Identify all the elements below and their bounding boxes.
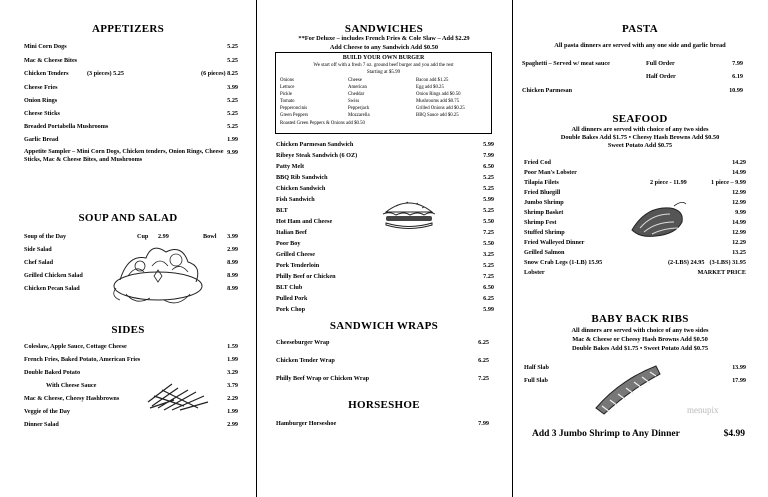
menu-item-name: Italian Beef [276, 229, 307, 236]
menu-item-name: Mini Corn Dogs [24, 43, 67, 50]
promo-text: Add 3 Jumbo Shrimp to Any Dinner [532, 429, 680, 439]
menu-item-name: Jumbo Shrimp [524, 199, 564, 206]
add-on: Onion Rings add $0.50 [416, 92, 461, 97]
menu-item-price: 9.99 [735, 209, 746, 216]
menu-item-name: Fish Sandwich [276, 196, 315, 203]
menu-item-name: Soup of the Day [24, 233, 67, 240]
menu-item-name: With Cheese Sauce [46, 382, 97, 389]
menu-item-price: 2.99 [158, 233, 169, 240]
topping: Pickle [280, 92, 292, 97]
menu-item-name: Coleslaw, Apple Sauce, Cottage Cheese [24, 343, 127, 350]
sandwiches-deluxe-note: **For Deluxe – includes French Fries & Cole Slaw – Add $2.29 [298, 35, 470, 42]
menu-item-price: 3.25 [483, 251, 494, 258]
menu-item-price: 5.25 [483, 174, 494, 181]
menu-item-price: 6.25 [478, 339, 489, 346]
menu-item-name: Shrimp Fest [524, 219, 557, 226]
add-on: Egg add $0.25 [416, 85, 444, 90]
menu-item-name: Breaded Portabella Mushrooms [24, 123, 109, 130]
menu-item-price: 1.59 [227, 343, 238, 350]
menu-item-price: 6.19 [732, 73, 743, 80]
menu-item-price: 5.50 [483, 240, 494, 247]
menu-item-price: 5.25 [483, 262, 494, 269]
menu-item-name: Chef Salad [24, 259, 54, 266]
ribs-note: Mac & Cheese or Cheesy Hash Browns Add $0.50 [572, 336, 708, 343]
menu-item-price: 5.99 [483, 141, 494, 148]
menu-item-price: 12.99 [732, 229, 746, 236]
menu-item-name: Philly Beef Wrap or Chicken Wrap [276, 375, 370, 382]
add-on: Bacon add $1.25 [416, 78, 449, 83]
menu-item-price: 8.99 [227, 272, 238, 279]
topping: Pepperoncinis [280, 106, 308, 111]
topping: Green Peppers [280, 113, 309, 118]
sandwiches-cheese-note: Add Cheese to any Sandwich Add $0.50 [329, 44, 439, 51]
wraps-title: SANDWICH WRAPS [329, 320, 439, 332]
menu-item-name: Side Salad [24, 246, 52, 253]
menu-item-name: Half Slab [524, 364, 549, 371]
menu-item-price: 2.99 [227, 421, 238, 428]
menu-item-name: French Fries, Baked Potato, American Fries [24, 356, 141, 363]
menu-item-price: 7.99 [478, 420, 489, 427]
menu-item-price: 8.99 [227, 259, 238, 266]
menu-item-price: 5.25 [227, 110, 238, 117]
menu-item-price: 12.99 [732, 199, 746, 206]
menu-item-price: 7.25 [483, 229, 494, 236]
add-on: Roasted Green Peppers & Onions add $0.50 [280, 121, 365, 126]
menu-item-name: Dinner Salad [24, 421, 59, 428]
pasta-title: PASTA [622, 23, 658, 35]
menu-item-price: 7.25 [483, 273, 494, 280]
menu-item-price: 9.99 [227, 149, 238, 156]
menu-item-name: Chicken Parmesan [522, 87, 573, 94]
build-burger-start-price: Starting at $5.99 [366, 70, 401, 75]
menu-item-name: Philly Beef or Chicken [276, 273, 336, 280]
menu-item-name: Grilled Chicken Salad [24, 272, 83, 279]
menu-item-price: 14.99 [732, 169, 746, 176]
menu-item-price: 5.25 [227, 123, 238, 130]
menu-item-price: 5.99 [483, 306, 494, 313]
build-burger-title: BUILD YOUR OWN BURGER [342, 55, 425, 61]
menu-item-price: 17.99 [732, 377, 746, 384]
menu-item-price: 10.99 [729, 87, 743, 94]
pasta-note: All pasta dinners are served with any one side and garlic bread [554, 42, 726, 49]
menu-item-name: Full Slab [524, 377, 548, 384]
menu-item-name: Cheese Sticks [24, 110, 60, 117]
menu-item-price: 5.50 [483, 218, 494, 225]
cheese-option: Swiss [348, 99, 360, 104]
menu-item-price: MARKET PRICE [697, 269, 746, 276]
seafood-note: All dinners are served with choice of any two sides [571, 126, 709, 133]
menu-item-option: (2-LBS) 24.95 [668, 259, 705, 266]
menu-item-price: 6.50 [483, 163, 494, 170]
menu-item-price: 12.29 [732, 239, 746, 246]
menu-item-option: Full Order [646, 60, 675, 67]
menu-item-price: 1.99 [227, 136, 238, 143]
menu-item-price: 2.29 [227, 395, 238, 402]
menu-item-name: BBQ Rib Sandwich [276, 174, 328, 181]
menu-item-price: 1.99 [227, 408, 238, 415]
menu-item-price: 8.99 [227, 285, 238, 292]
menu-item-price: 7.99 [732, 60, 743, 67]
menu-item-name: Ribeye Steak Sandwich (6 OZ) [276, 152, 358, 159]
menu-item-price: 3.29 [227, 369, 238, 376]
seafood-note: Sweet Potato Add $0.75 [607, 142, 673, 149]
menu-item-price: 5.25 [483, 185, 494, 192]
menu-item-option: (3-LBS) 31.95 [709, 259, 746, 266]
menu-item-price: 7.99 [483, 152, 494, 159]
column-middle [256, 0, 512, 497]
promo-price: $4.99 [723, 429, 745, 439]
menu-item-price: 5.25 [227, 97, 238, 104]
salad-illustration [106, 236, 210, 312]
menu-item-name: Cheeseburger Wrap [276, 339, 330, 346]
menu-item-option: 1 piece – 9.99 [710, 179, 746, 186]
sides-title: SIDES [111, 324, 145, 336]
menu-item-name: BLT Club [276, 284, 303, 291]
menu-item-option: (6 pieces) 8.25 [201, 70, 238, 77]
menu-item-name: Chicken Tender Wrap [276, 357, 335, 364]
menu-item-price: 14.99 [732, 219, 746, 226]
column-divider [512, 0, 513, 497]
menu-item-price: 5.99 [483, 196, 494, 203]
menu-item-price: 6.25 [478, 357, 489, 364]
menu-item-name: Hot Ham and Cheese [276, 218, 333, 225]
menu-item-price: 5.25 [227, 43, 238, 50]
menu-item-name: Tilapia Filets [524, 179, 559, 186]
cheese-option: Cheese [348, 78, 362, 83]
add-on: Mushrooms add $0.75 [416, 99, 460, 104]
menu-item-name: Chicken Tenders [24, 70, 69, 77]
seafood-note: Double Bakes Add $1.75 • Cheesy Hash Browns Add $0.50 [560, 134, 720, 141]
burger-illustration [380, 196, 438, 232]
menu-item-name: Garlic Bread [24, 136, 59, 143]
menu-item-name: Grilled Cheese [276, 251, 316, 258]
cheese-option: Mozzarella [348, 113, 370, 118]
ribs-illustration [590, 360, 664, 416]
menu-item-price: 13.99 [732, 364, 746, 371]
menu-item-price: 3.99 [227, 84, 238, 91]
topping: Onions [280, 78, 294, 83]
menu-item-name: Poor Man's Lobster [524, 169, 577, 176]
menu-item-price: 12.99 [732, 189, 746, 196]
menu-item-name: Onion Rings [24, 97, 58, 104]
column-divider [256, 0, 257, 497]
menu-item-name: Double Baked Potato [24, 369, 81, 376]
menu-item-name: Lobster [524, 269, 545, 276]
menu-item-name: Chicken Sandwich [276, 185, 326, 192]
soup-salad-title: SOUP AND SALAD [78, 212, 178, 224]
cheese-option: Pepperjack [348, 106, 370, 111]
ribs-title: BABY BACK RIBS [591, 313, 689, 325]
menu-item-name: Pork Chop [276, 306, 306, 313]
menu-item-name: Snow Crab Legs (1-LB) 15.95 [524, 259, 603, 266]
menu-item-option: 2 piece - 11.99 [650, 179, 687, 186]
menu-item-option: (3 pieces) 5.25 [87, 70, 124, 77]
topping: Lettuce [280, 85, 295, 90]
menu-item-name: Fried Bluegill [524, 189, 561, 196]
topping: Tomato [280, 99, 295, 104]
seafood-title: SEAFOOD [612, 113, 668, 125]
menu-item-name: Stuffed Shrimp [524, 229, 565, 236]
menu-item-price: 7.25 [478, 375, 489, 382]
menu-item-name: Spaghetti – Served w/ meat sauce [522, 60, 610, 67]
menu-item-name: Chicken Pecan Salad [24, 285, 80, 292]
build-burger-desc: We start off with a fresh 7 oz. ground beef burger and you add the rest [313, 63, 454, 68]
menu-item-price: 3.79 [227, 382, 238, 389]
menu-item-name: Poor Boy [276, 240, 301, 247]
menu-item-option: Cup [137, 233, 149, 240]
menu-item-name: Hamburger Horseshoe [276, 420, 337, 427]
build-burger-box [275, 52, 492, 134]
menu-item-price: 6.50 [483, 284, 494, 291]
menu-item-name: Cheese Fries [24, 84, 58, 91]
menu-item-option: Half Order [646, 73, 676, 80]
menu-item-name: Fried Walleyed Dinner [524, 239, 585, 246]
cheese-option: Cheddar [348, 92, 365, 97]
shrimp-illustration [626, 200, 688, 240]
watermark: menupix [687, 405, 719, 415]
column-right [512, 0, 768, 497]
ribs-note: All dinners are served with choice of any two sides [571, 327, 709, 334]
menu-item-name: Pork Tenderloin [276, 262, 320, 269]
menu-item-name: Fried Cod [524, 159, 551, 166]
menu-item-price: 1.99 [227, 356, 238, 363]
menu-item-price: 5.25 [227, 57, 238, 64]
menu-item-name: Pulled Pork [276, 295, 308, 302]
menu-item-name: BLT [276, 207, 288, 214]
menu-item-name: Shrimp Basket [524, 209, 564, 216]
fries-illustration [144, 378, 212, 414]
cheese-option: American [348, 85, 367, 90]
menu-item-name: Appetite Sampler – Mini Corn Dogs, Chicken tenders, Onion Rings, Cheese Sticks, Mac & Cheese Bites, and Mushrooms [24, 148, 224, 163]
menu-item-price: 13.25 [732, 249, 746, 256]
menu-item-price: 14.29 [732, 159, 746, 166]
menu-item-name: Mac & Cheese Bites [24, 57, 78, 64]
ribs-note: Double Bakes Add $1.75 • Sweet Potato Add $0.75 [571, 345, 709, 352]
add-on: BBQ Sauce add $0.25 [416, 113, 459, 118]
menu-item-name: Patty Melt [276, 163, 305, 170]
menu-item-name: Chicken Parmesan Sandwich [276, 141, 354, 148]
menu-item-name: Grilled Salmon [524, 249, 565, 256]
menu-item-price: 3.99 [227, 233, 238, 240]
sandwiches-title: SANDWICHES [344, 23, 424, 35]
add-on: Grilled Onions add $0.25 [416, 106, 465, 111]
menu-item-option: Bowl [203, 233, 217, 240]
menu-item-name: Veggie of the Day [24, 408, 70, 415]
appetizers-title: APPETIZERS [91, 23, 165, 35]
menu-item-price: 6.25 [483, 295, 494, 302]
horseshoe-title: HORSESHOE [348, 399, 420, 411]
menu-item-name: Mac & Cheese, Cheesy Hashbrowns [24, 395, 120, 402]
menu-item-price: 2.99 [227, 246, 238, 253]
menu-item-price: 5.25 [483, 207, 494, 214]
column-left [0, 0, 256, 497]
